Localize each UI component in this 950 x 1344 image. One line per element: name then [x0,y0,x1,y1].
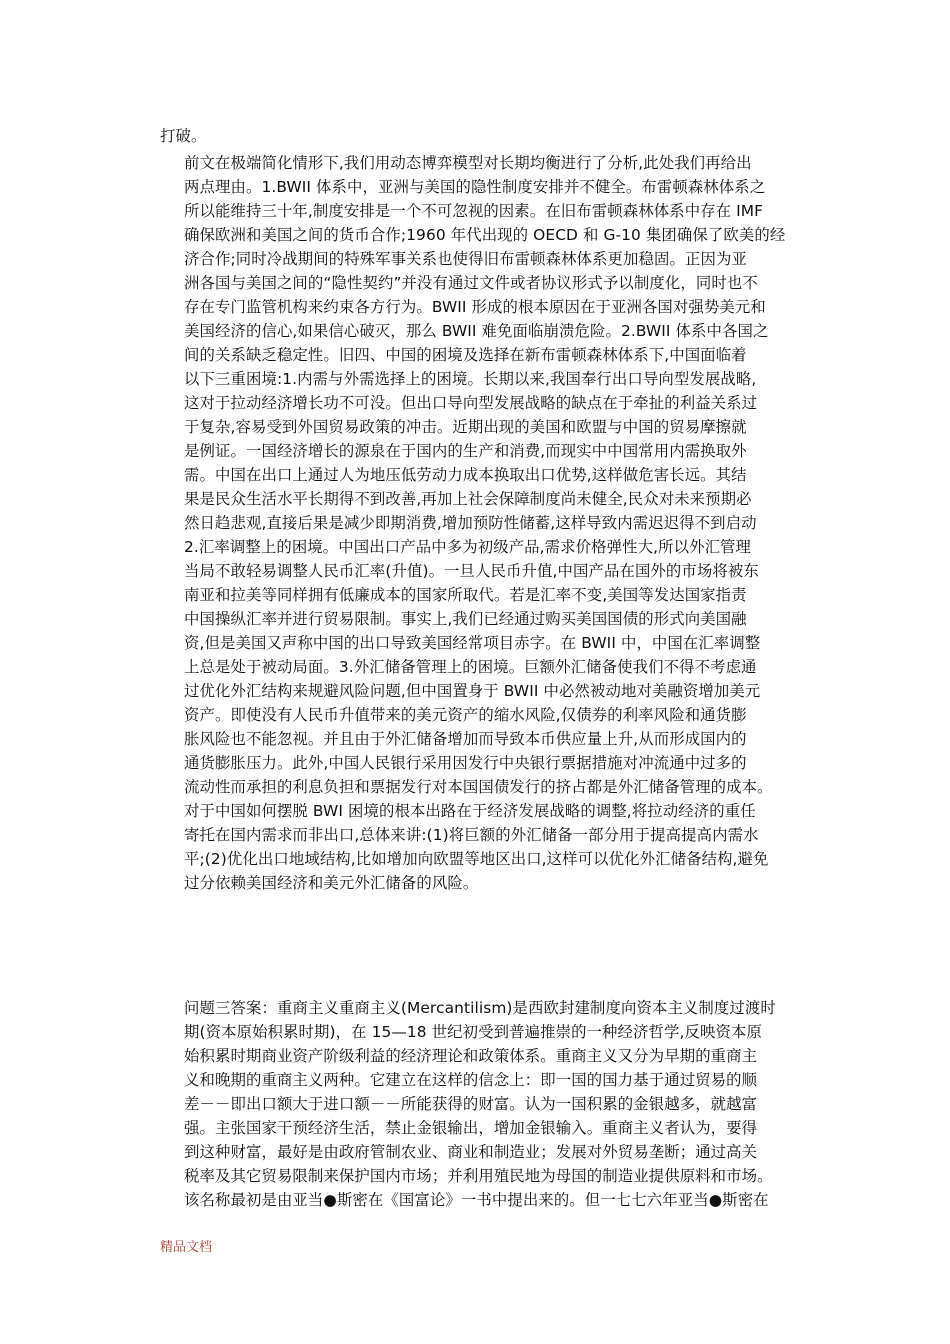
text-line: 是例证。一国经济增长的源泉在于国内的生产和消费,而现实中中国常用内需换取外 [184,442,747,460]
text-line: 到这种财富，最好是由政府管制农业、商业和制造业；发展对外贸易垄断；通过高关 [184,1143,758,1161]
text-line: 两点理由。1.BWII 体系中，亚洲与美国的隐性制度安排并不健全。布雷顿森林体系之 [184,178,766,196]
text-line: 强。主张国家干预经济生活，禁止金银输出，增加金银输入。重商主义者认为，要得 [184,1119,758,1137]
text-line: 2.汇率调整上的困境。中国出口产品中多为初级产品,需求价格弹性大,所以外汇管理 [184,538,752,556]
text-line: 资产。即使没有人民币升值带来的美元资产的缩水风险,仅债券的利率风险和通货膨 [184,706,747,724]
text-line: 义和晚期的重商主义两种。它建立在这样的信念上：即一国的国力基于通过贸易的顺 [184,1071,758,1089]
text-line: 存在专门监管机构来约束各方行为。BWII 形成的根本原因在于亚洲各国对强势美元和 [184,298,766,316]
text-line: 差－－即出口额大于进口额－－所能获得的财富。认为一国积累的金银越多，就越富 [184,1095,758,1113]
text-line: 确保欧洲和美国之间的货币合作;1960 年代出现的 OECD 和 G-10 集团确保了欧美的经 [184,226,786,244]
text-line: 需。中国在出口上通过人为地压低劳动力成本换取出口优势,这样做危害长远。其结 [184,466,747,484]
text-line: 过优化外汇结构来规避风险问题,但中国置身于 BWII 中必然被动地对美融资增加美元 [184,682,761,700]
text-line: 对于中国如何摆脱 BWⅠ 困境的根本出路在于经济发展战略的调整,将拉动经济的重任 [184,802,756,820]
text-line: 于复杂,容易受到外国贸易政策的冲击。近期出现的美国和欧盟与中国的贸易摩擦就 [184,418,747,436]
text-line: 中国操纵汇率并进行贸易限制。事实上,我们已经通过购买美国国债的形式向美国融 [184,610,747,628]
text-line: 胀风险也不能忽视。并且由于外汇储备增加而导致本币供应量上升,从而形成国内的 [184,730,747,748]
text-line: 前文在极端简化情形下,我们用动态博弈模型对长期均衡进行了分析,此处我们再给出 [184,154,752,172]
text-line: 过分依赖美国经济和美元外汇储备的风险。 [184,874,479,892]
text-line: 该名称最初是由亚当●斯密在《国富论》一书中提出来的。但一七七六年亚当●斯密在 [184,1191,769,1209]
text-line: 通货膨胀压力。此外,中国人民银行采用因发行中央银行票据措施对冲流通中过多的 [184,754,747,772]
text-line: 美国经济的信心,如果信心破灭，那么 BWII 难免面临崩溃危险。2.BWII 体系中各国之 [184,322,769,340]
text-line: 南亚和拉美等同样拥有低廉成本的国家所取代。若是汇率不变,美国等发达国家指责 [184,586,747,604]
text-line: 问题三答案：重商主义重商主义(Mercantilism)是西欧封建制度向资本主义制度过渡时 [184,999,776,1017]
text-line: 税率及其它贸易限制来保护国内市场；并利用殖民地为母国的制造业提供原料和市场。 [184,1167,773,1185]
text-line: 寄托在国内需求而非出口,总体来讲:(1)将巨额的外汇储备一部分用于提高提高内需水 [184,826,759,844]
text-line: 洲各国与美国之间的“隐性契约”并没有通过文件或者协议形式予以制度化，同时也不 [184,274,758,292]
text-line: 当局不敢轻易调整人民币汇率(升值)。一旦人民币升值,中国产品在国外的市场将被东 [184,562,759,580]
text-line: 所以能维持三十年,制度安排是一个不可忽视的因素。在旧布雷顿森林体系中存在 IMF [184,202,764,220]
text-line: 打破。 [160,127,207,145]
text-line: 平;(2)优化出口地域结构,比如增加向欧盟等地区出口,这样可以优化外汇储备结构,避免 [184,850,769,868]
footer-watermark: 精品文档 [160,1240,213,1255]
text-line: 始积累时期商业资产阶级利益的经济理论和政策体系。重商主义又分为早期的重商主 [184,1047,758,1065]
text-line: 果是民众生活水平长期得不到改善,再加上社会保障制度尚未健全,民众对未来预期必 [184,490,752,508]
text-line: 上总是处于被动局面。3.外汇储备管理上的困境。巨额外汇储备使我们不得不考虑通 [184,658,757,676]
text-line: 以下三重困境:1.内需与外需选择上的困境。长期以来,我国奉行出口导向型发展战略, [184,370,757,388]
text-line: 这对于拉动经济增长功不可没。但出口导向型发展战略的缺点在于牵扯的利益关系过 [184,394,758,412]
text-line: 资,但是美国又声称中国的出口导致美国经常项目赤字。在 BWII 中，中国在汇率调整 [184,634,761,652]
text-line: 然日趋悲观,直接后果是减少即期消费,增加预防性储蓄,这样导致内需迟迟得不到启动 [184,514,757,532]
text-line: 间的关系缺乏稳定性。旧四、中国的困境及选择在新布雷顿森林体系下,中国面临着 [184,346,747,364]
text-line: 流动性而承担的利息负担和票据发行对本国国债发行的挤占都是外汇储备管理的成本。 [184,778,773,796]
text-line: 期(资本原始积累时期)，在 15—18 世纪初受到普遍推崇的一种经济哲学,反映资本原 [184,1023,762,1041]
text-line: 济合作;同时冷战期间的特殊军事关系也使得旧布雷顿森林体系更加稳固。正因为亚 [184,250,747,268]
